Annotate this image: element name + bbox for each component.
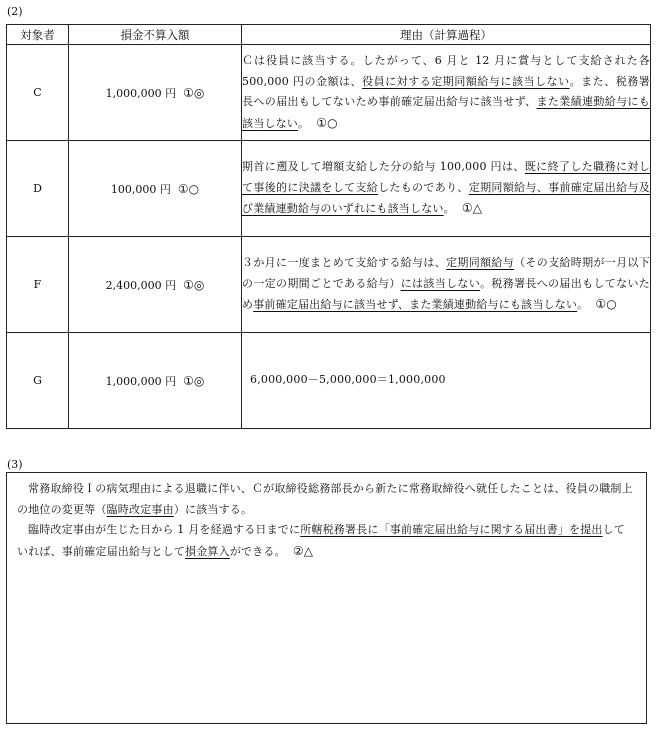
salary-table (6, 24, 651, 429)
amount-value: 1,000,000 円 (105, 374, 177, 388)
table-row (7, 333, 651, 429)
amount-cell (69, 237, 242, 333)
amount-cell (69, 141, 242, 237)
text-segment: 。 (298, 116, 310, 130)
amount-value: 2,400,000 円 (105, 278, 177, 292)
text-segment: Ｃは役員に該当する。したがって、6 月と 12 月に賞与として支給された各 500,000 円の金額は、 (242, 54, 650, 88)
text-segment: 常務取締役Ｉの病気理由による退職に伴い、Ｃが取締役総務部長から新たに常務取締役へ就任したことは、役員の職制上の地位の変更等（ (17, 482, 633, 516)
reason-cell (242, 237, 651, 333)
section-2-label: (2) (7, 5, 23, 18)
grading-mark: ①◎ (183, 277, 205, 292)
table-row (7, 141, 651, 237)
text-segment: していれば、事前確定届出給与として (17, 523, 626, 558)
text-segment: ができる。 (229, 544, 286, 558)
subject-cell: C (7, 45, 69, 141)
underlined-text: 役員に対する定期同額給与に該当しない (362, 74, 570, 88)
grading-mark: ①△ (461, 201, 483, 216)
underlined-text: 損金算入 (185, 544, 230, 558)
text-segment: 6,000,000－5,000,000＝1,000,000 (250, 373, 446, 387)
text-segment: 期首に遡及して増額支給した分の給与 100,000 円は、 (242, 160, 525, 174)
text-segment: ３か月に一度まとめて支給する給与は、 (242, 256, 447, 270)
underlined-text: には該当しない (400, 276, 481, 290)
answer-paragraph (17, 479, 636, 520)
header-reason: 理由（計算過程） (242, 25, 651, 45)
subject-cell: D (7, 141, 69, 237)
subject-cell: G (7, 333, 69, 429)
underlined-text: 既に終了した職務に対して事後的に決議をして支給 (242, 160, 651, 194)
reason-cell (242, 141, 651, 237)
section-3-label: (3) (7, 458, 23, 471)
section-3-answer-box (6, 472, 647, 724)
text-segment: 。 (577, 298, 589, 312)
answer-paragraph (17, 520, 636, 562)
underlined-text: また業績連動給与にも該当しない (242, 95, 650, 130)
table-header-row (7, 25, 651, 45)
amount-cell (69, 333, 242, 429)
text-segment: 。 (443, 202, 455, 216)
grading-mark: ①◎ (183, 373, 205, 388)
table-row (7, 237, 651, 333)
text-segment: （その支給時期が一月以下の一定の期間ごとである給与） (242, 256, 650, 290)
text-segment: 臨時改定事由が生じた日から 1 月を経過する日までに (28, 523, 301, 536)
text-segment: したものであり、 (378, 180, 469, 194)
amount-value: 1,000,000 円 (105, 86, 177, 100)
grading-mark: ②△ (292, 543, 314, 558)
underlined-text: 事前確定届出給与に該当せず、また業績連動給与にも該当しない (253, 298, 578, 312)
header-amount: 損金不算入額 (69, 25, 242, 45)
underlined-text: 所轄税務署長に「事前確定届出給与に関する届出書」を提出 (300, 523, 603, 536)
reason-cell (242, 333, 651, 429)
underlined-text: 定期同額給与 (446, 256, 515, 270)
grading-mark: ①○ (595, 297, 617, 312)
underlined-text: 定期同額給与、事前確定届出給与及び業績連動給与のいずれにも該当しない (242, 180, 650, 216)
underlined-text: 臨時改定事由 (106, 502, 174, 516)
amount-cell (69, 45, 242, 141)
table-row (7, 45, 651, 141)
grading-mark: ①◎ (183, 85, 205, 100)
subject-cell: F (7, 237, 69, 333)
grading-mark: ①○ (316, 115, 338, 130)
header-subject: 対象者 (7, 25, 69, 45)
text-segment: 。税務署長への届出もしてないため (242, 276, 650, 312)
text-segment: ）に該当する。 (173, 502, 253, 516)
reason-cell (242, 45, 651, 141)
text-segment: 。また、税務署長への届出もしてないため事前確定届出給与に該当せず、 (242, 74, 650, 108)
grading-mark: ①○ (177, 181, 200, 196)
amount-value: 100,000 円 (110, 182, 171, 196)
